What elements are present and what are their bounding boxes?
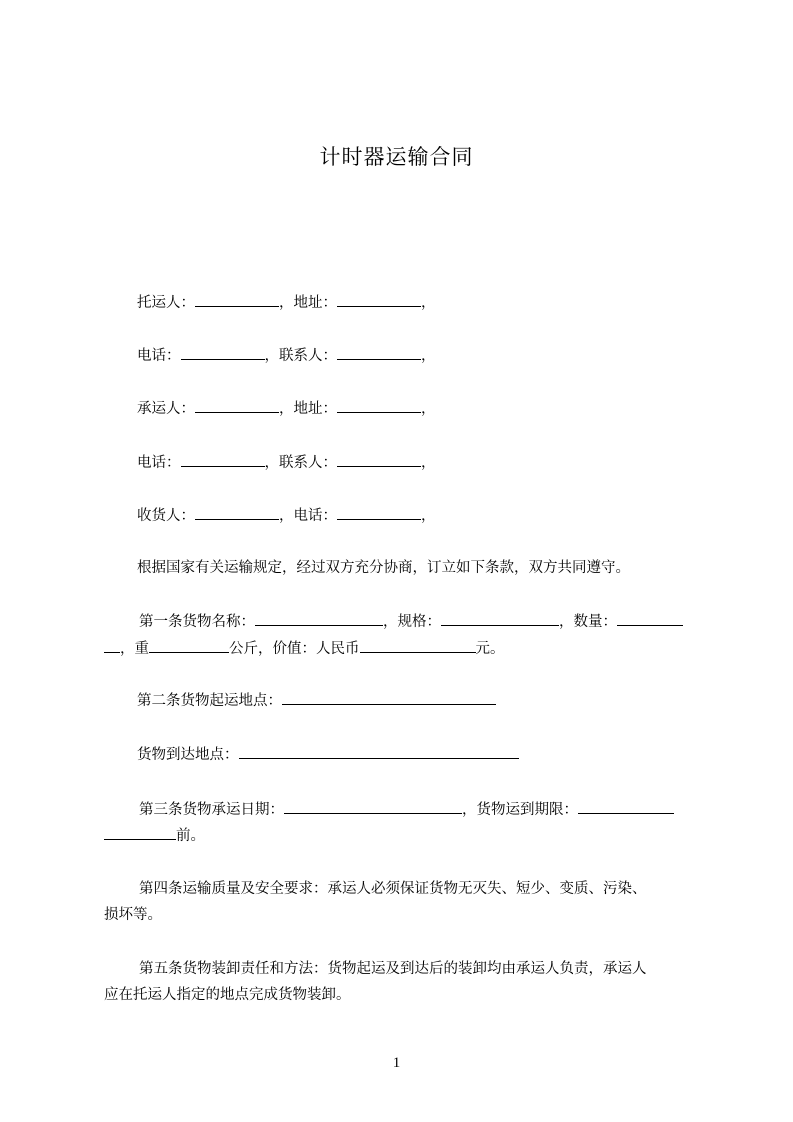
clause-3-before: 前。 [176, 828, 205, 844]
origin-blank [282, 690, 496, 705]
intro-paragraph: 根据国家有关运输规定，经过双方充分协商，订立如下条款，双方共同遵守。 [137, 560, 630, 576]
carrier-line [137, 398, 436, 419]
contact-label: ，联系人： [264, 348, 337, 364]
carrier-blank [195, 398, 279, 413]
line-end: ， [421, 401, 436, 417]
clause-1-line-1 [139, 611, 683, 632]
carrier-label: 承运人： [137, 401, 195, 417]
clause-1-goods-name-label: 第一条货物名称： [139, 614, 255, 630]
value-blank [360, 638, 476, 653]
consignee-label: 收货人： [137, 508, 195, 524]
carrier-phone-line [137, 452, 436, 473]
shipper-blank [195, 292, 279, 307]
clause-4-line-2: 损坏等。 [104, 907, 162, 923]
clause-1-line-2 [104, 638, 505, 659]
line-end: ， [421, 348, 436, 364]
goods-name-blank [255, 611, 383, 626]
clause-1-value-label: 公斤，价值：人民币 [229, 641, 360, 657]
carriage-date-blank [284, 799, 462, 814]
phone-label: 电话： [137, 348, 181, 364]
spec-blank [441, 611, 559, 626]
clause-1-qty-label: ，数量： [559, 614, 617, 630]
shipper-address-label: ，地址： [279, 295, 337, 311]
consignee-blank [195, 505, 279, 520]
carriage-date-label: 第三条货物承运日期： [139, 802, 284, 818]
carrier-address-blank [337, 398, 421, 413]
consignee-phone-label: ，电话： [279, 508, 337, 524]
page-title: 计时器运输合同 [319, 145, 474, 169]
clause-3-line-1 [139, 799, 674, 820]
clause-4-line-1: 第四条运输质量及安全要求：承运人必须保证货物无灭失、短少、变质、污染、 [139, 881, 647, 897]
clause-3-line-2 [104, 825, 205, 846]
clause-5-line-2: 应在托运人指定的地点完成货物装卸。 [104, 987, 351, 1003]
phone-label: 电话： [137, 455, 181, 471]
carrier-contact-blank [337, 452, 421, 467]
shipper-label: 托运人： [137, 295, 195, 311]
origin-label: 第二条货物起运地点： [137, 693, 282, 709]
carrier-address-label: ，地址： [279, 401, 337, 417]
weight-blank [149, 638, 229, 653]
delivery-deadline-blank [578, 799, 674, 814]
delivery-deadline-label: ，货物运到期限： [462, 802, 578, 818]
quantity-blank-cont [104, 638, 120, 653]
consignee-line [137, 505, 436, 526]
shipper-address-blank [337, 292, 421, 307]
destination-blank [239, 744, 519, 759]
delivery-deadline-blank-cont [104, 825, 176, 840]
page-number: 1 [392, 1055, 401, 1071]
clause-2-origin-line [137, 690, 496, 711]
contact-label: ，联系人： [264, 455, 337, 471]
line-end: ， [421, 295, 436, 311]
shipper-phone-line [137, 345, 436, 366]
line-end: ， [421, 455, 436, 471]
consignee-phone-blank [337, 505, 421, 520]
shipper-phone-blank [181, 345, 265, 360]
carrier-phone-blank [181, 452, 265, 467]
clause-2-destination-line [137, 744, 519, 765]
clause-1-weight-label: ，重 [120, 641, 149, 657]
clause-5-line-1: 第五条货物装卸责任和方法：货物起运及到达后的装卸均由承运人负责，承运人 [139, 961, 647, 977]
destination-label: 货物到达地点： [137, 747, 239, 763]
clause-1-yuan: 元。 [475, 641, 505, 657]
quantity-blank [617, 611, 683, 626]
shipper-line [137, 292, 436, 313]
shipper-contact-blank [337, 345, 421, 360]
clause-1-spec-label: ，规格： [383, 614, 441, 630]
line-end: ， [421, 508, 436, 524]
